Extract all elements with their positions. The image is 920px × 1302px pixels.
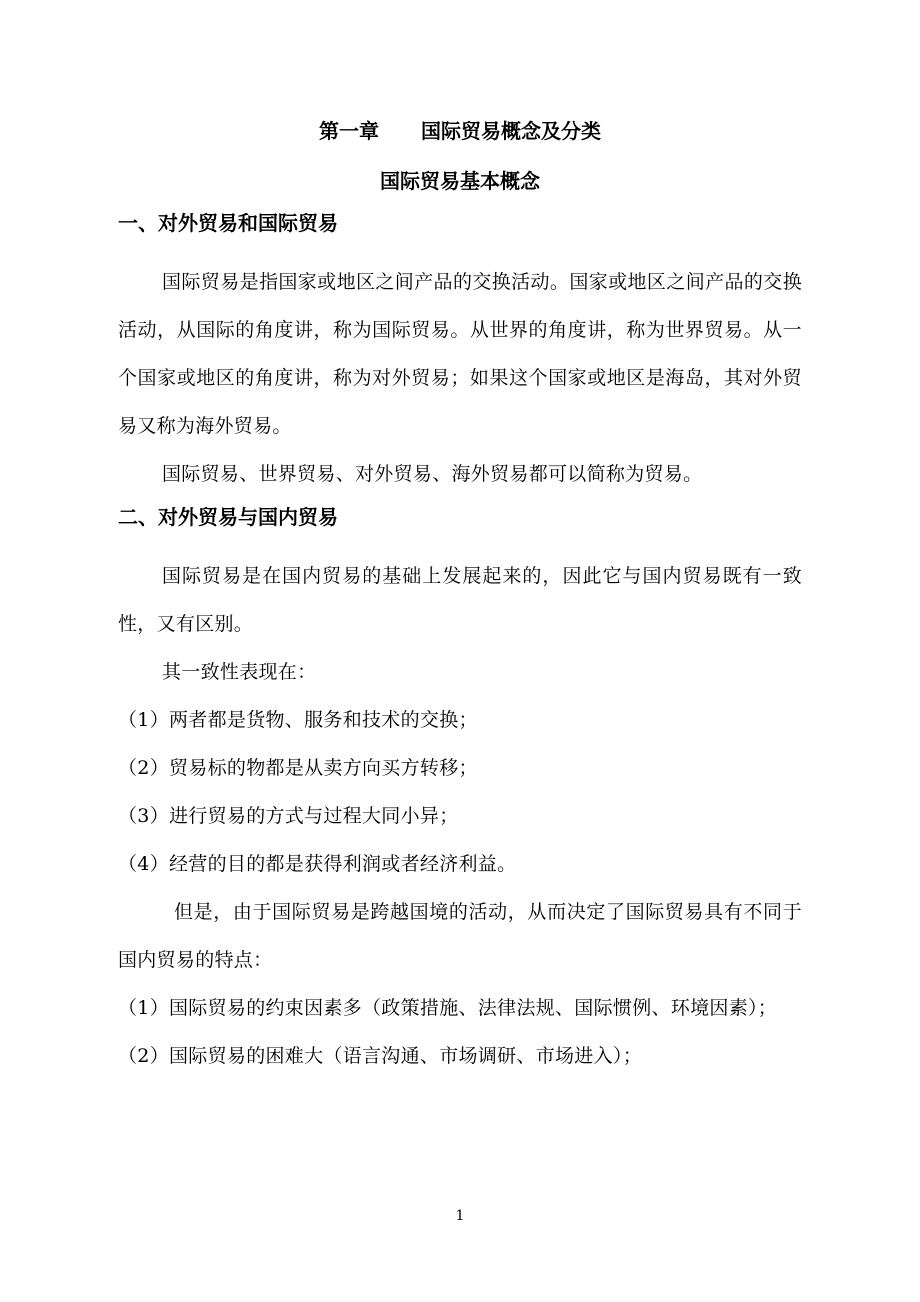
section-title: 国际贸易基本概念 bbox=[380, 169, 540, 193]
difference-item-1: （1）国际贸易的约束因素多（政策措施、法律法规、国际惯例、环境因素）； bbox=[118, 997, 778, 1019]
paragraph-definition: 国际贸易是指国家或地区之间产品的交换活动。国家或地区之间产品的交换活动，从国际的角度讲，称为国际贸易。从世界的角度讲，称为世界贸易。从一个国家或地区的角度讲，称为对外贸易；如果这个国家或地区是海岛，其对外贸易又称为海外贸易。 bbox=[118, 271, 802, 437]
chapter-label: 第一章 bbox=[319, 119, 379, 143]
difference-item-2: （2）国际贸易的困难大（语言沟通、市场调研、市场进入）； bbox=[118, 1045, 642, 1067]
consistency-item-1: （1）两者都是货物、服务和技术的交换； bbox=[118, 709, 478, 731]
page-number: 1 bbox=[455, 1208, 465, 1224]
chapter-name: 国际贸易概念及分类 bbox=[421, 119, 601, 143]
section-heading-2: 二、对外贸易与国内贸易 bbox=[118, 505, 338, 529]
section-heading-1: 一、对外贸易和国际贸易 bbox=[118, 211, 338, 235]
paragraph-consistency-lead: 其一致性表现在： bbox=[162, 661, 317, 683]
paragraph-difference-lead: 但是，由于国际贸易是跨越国境的活动，从而决定了国际贸易具有不同于国内贸易的特点： bbox=[118, 901, 802, 971]
consistency-item-4: （4）经营的目的都是获得利润或者经济利益。 bbox=[118, 853, 517, 875]
consistency-item-2: （2）贸易标的物都是从卖方向买方转移； bbox=[118, 757, 478, 779]
chapter-title bbox=[118, 118, 802, 144]
paragraph-abbreviation: 国际贸易、世界贸易、对外贸易、海外贸易都可以简称为贸易。 bbox=[162, 463, 703, 485]
paragraph-intro: 国际贸易是在国内贸易的基础上发展起来的，因此它与国内贸易既有一致性，又有区别。 bbox=[118, 565, 802, 635]
consistency-item-3: （3）进行贸易的方式与过程大同小异； bbox=[118, 805, 459, 827]
page-content bbox=[118, 118, 802, 1080]
